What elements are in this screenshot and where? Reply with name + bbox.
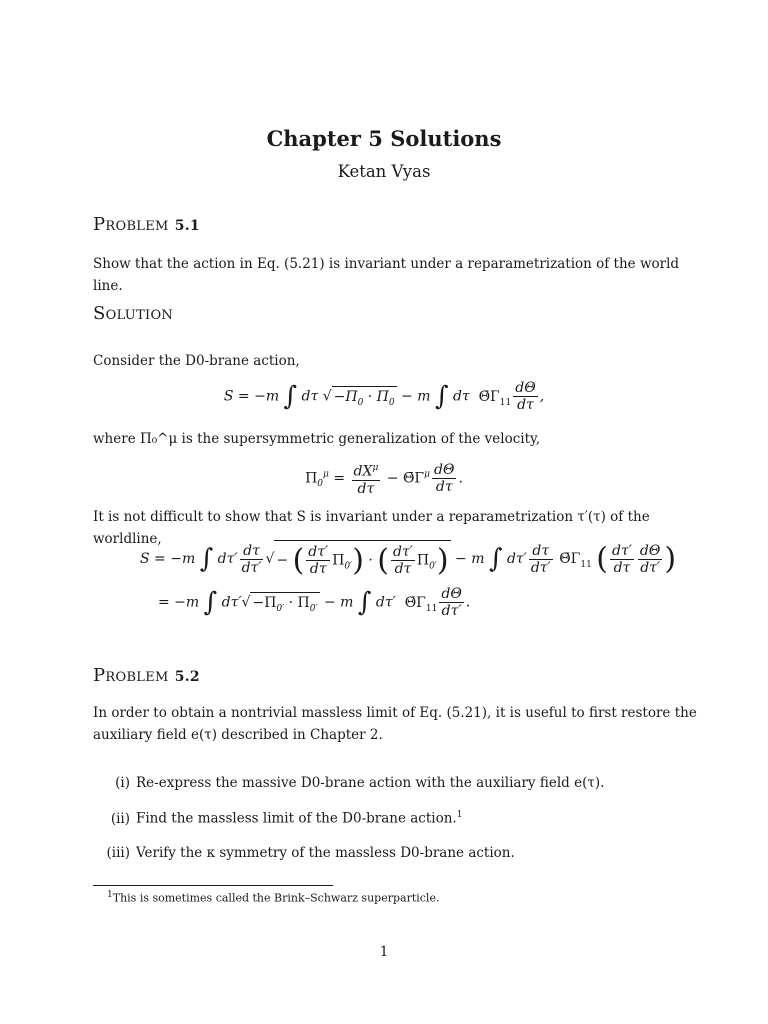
problem-heading-5-2 [93,665,200,686]
footnote-text: This is sometimes called the Brink–Schwarz superparticle. [112,891,440,905]
problem-number: 5.2 [174,669,200,685]
problem-label: Problem [93,214,169,235]
solution-velocity-text: where Π₀^μ is the supersymmetric generalization of the velocity, [93,431,541,447]
list-item-text: Re-express the massive D0-brane action with the auxiliary field e(τ). [136,775,605,791]
equation-reparam-line1: S = −m ∫ dτ′ $\frac{d\tau}{d\tau'}$ √ − ( $\frac{d\tau'}{d\tau}$ $\Pi_{0'}$) · ( $\frac{d\tau'}{d\tau}$ $\Pi_{0'}) - m$ ∫ dτ′ $\frac{d\tau}{d\tau'}$ $\Thetā\Gamma_{11}$ ( $\frac{d\tau'}{d\tau}$ $\frac{d\Theta}{d\tau'}$ ) [140,541,677,578]
list-item [98,845,515,861]
equation-velocity: $\Pi_0^\mu$ = $\frac{dX^\mu}{d\tau}$ − $\Thetā\Gamma^\mu$ $\frac{d\Theta}{d\tau}$ . [305,461,463,497]
solution-heading: Solution [93,303,174,324]
problem-number: 5.1 [174,218,200,234]
solution-intro: Consider the D0-brane action, [93,353,300,369]
solution-invariance-text: It is not difficult to show that S is invariant under a reparametrization τ′(τ) of the worldline, [93,509,650,547]
list-item-text: Find the massless limit of the D0-brane action. [136,810,457,827]
list-item-number: (iii) [106,845,130,861]
list-item-number: (ii) [110,810,130,827]
list-item [98,810,462,827]
footnote-marker: 1 [456,810,463,820]
equation-d0-action: S = −m ∫ dτ √ $-\Pi_0 \cdot \Pi_0 - m$ ∫ dτ $\Thetā\Gamma_{11}$ $\frac{d\Theta}{d\tau}$ , [223,380,545,413]
list-item-text: Verify the κ symmetry of the massless D0-brane action. [136,845,515,861]
problem-label: Problem [93,665,169,686]
list-item-number: (i) [115,775,130,791]
page-number: 1 [379,944,389,960]
problem-5-2-statement: In order to obtain a nontrivial massless limit of Eq. (5.21), it is useful to first restore the auxiliary field e(τ) described in Chapter 2. [93,705,697,743]
document-author: Ketan Vyas [337,162,431,181]
problem-heading-5-1 [93,214,200,235]
footnote-number: 1 [107,890,113,900]
footnote-divider [93,885,333,886]
document-title: Chapter 5 Solutions [266,126,502,151]
list-item [98,775,604,791]
problem-5-1-statement: Show that the action in Eq. (5.21) is invariant under a reparametrization of the world line. [93,256,680,294]
footnote [107,890,439,905]
equation-reparam-line2: = −m ∫ $d\tau'√ -\Pi_{0'} \cdot \Pi_{0'} - m$ ∫ dτ′ $\Thetā\Gamma_{11}$ $\frac{d\Theta}{d\tau'}$ . [158,586,471,619]
